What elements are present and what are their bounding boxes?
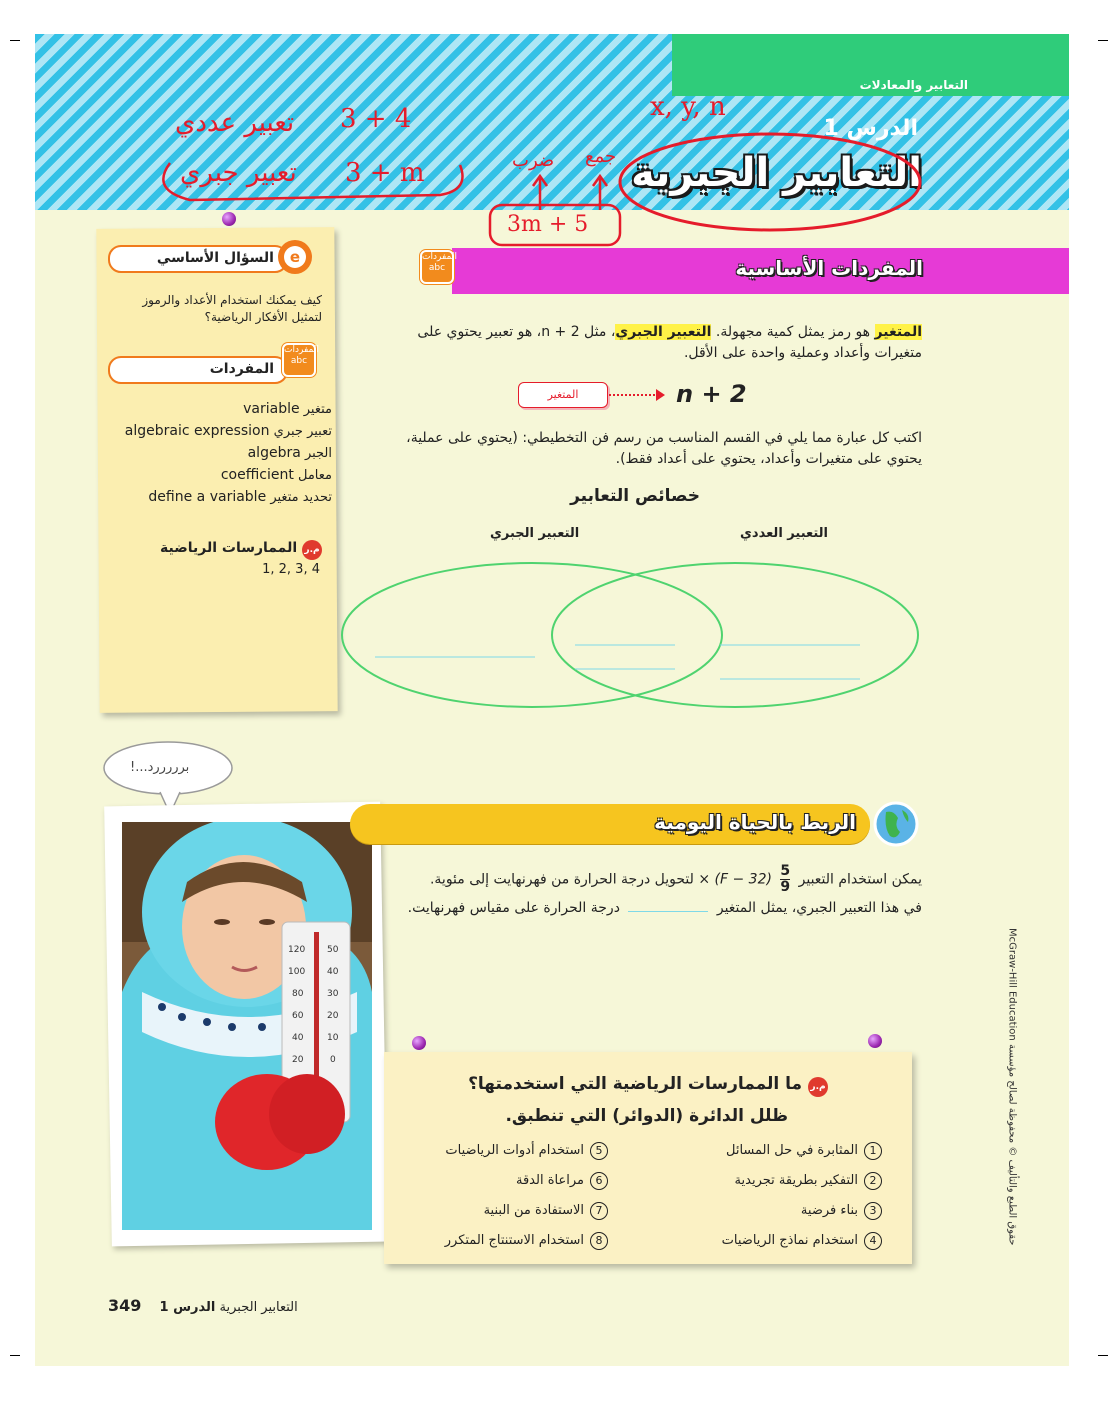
essential-question-text: كيف يمكنك استخدام الأعداد والرموز لتمثيل الأفكار الرياضية؟ <box>142 293 322 324</box>
lesson-title: التعابير الجبرية <box>631 150 922 196</box>
callout-arrowhead <box>656 389 665 401</box>
option-circle: 8 <box>590 1232 608 1250</box>
svg-text:0: 0 <box>330 1055 336 1065</box>
svg-text:e: e <box>289 248 301 266</box>
essential-question-pill <box>108 245 288 273</box>
svg-text:10: 10 <box>327 1033 339 1043</box>
practice-option-3[interactable]: 3بناء فرضية <box>801 1202 882 1220</box>
copyright-text: حقوق الطبع والتأليف © محفوظة لصالح مؤسسة McGraw-Hill Education <box>1006 928 1018 1246</box>
real-world-line2: في هذا التعبير الجبري، يمثل المتغير درجة الحرارة على مقياس فهرنهايت. <box>407 900 922 916</box>
svg-text:120: 120 <box>288 945 306 955</box>
fraction: $\frac{5}{9}$ <box>780 863 791 895</box>
fahrenheit-formula: × (F − 32) <box>698 871 772 888</box>
footer-lesson-label: الدرس 1 <box>159 1300 216 1315</box>
venn-left-label: التعبير الجبري <box>490 526 580 541</box>
venn-instruction: اكتب كل عبارة مما يلي في القسم المناسب من رسم فن التخطيطي: (يحتوي على عملية، يحتوي على متغيرات وأعداد، يحتوي على أعداد فقط). <box>406 430 922 467</box>
practices-badge-icon: م.ر <box>808 1077 828 1097</box>
ink-numeric-word: تعبير عددي <box>175 108 295 138</box>
option-circle: 2 <box>864 1172 882 1190</box>
real-world-title: الربط بالحياة اليومية <box>654 810 856 834</box>
chapter-title: التعابير والمعادلات <box>859 78 968 92</box>
svg-text:80: 80 <box>292 989 304 999</box>
svg-text:20: 20 <box>327 1011 339 1021</box>
practice-option-6[interactable]: 6مراعاة الدقة <box>516 1172 608 1190</box>
ink-algebraic-word: تعبير جبري <box>180 158 297 188</box>
vocab-item: الجبر algebra <box>247 445 332 461</box>
svg-text:20: 20 <box>292 1055 304 1065</box>
crop-mark <box>1098 1355 1108 1356</box>
practices-badge-icon: م.ر <box>302 540 322 560</box>
practice-option-5[interactable]: 5استخدام أدوات الرياضيات <box>445 1142 608 1160</box>
key-vocab-title: المفردات الأساسية <box>735 256 923 280</box>
ink-variables: x, y, n <box>650 92 726 122</box>
vocab-item: تحديد متغير define a variable <box>148 489 332 505</box>
callout-arrow <box>609 394 659 396</box>
vocab-title: المفردات <box>209 361 274 377</box>
vocab-item: متغير variable <box>243 401 332 417</box>
svg-text:100: 100 <box>288 967 306 977</box>
girl-with-thermometer-photo <box>122 822 372 1230</box>
crop-mark <box>10 1355 20 1356</box>
venn-circle-left <box>342 563 722 707</box>
venn-diagram <box>330 555 930 715</box>
pushpin-icon <box>412 1036 426 1050</box>
vocab-item: تعبير جبري algebraic expression <box>124 423 332 439</box>
practices-numbers: 1, 2, 3, 4 <box>262 562 320 577</box>
essential-question-icon <box>276 238 314 276</box>
real-world-line1: يمكن استخدام التعبير $\frac{5}{9}$ × (F − 32) لتحويل درجة الحرارة من فهرنهايت إلى مئوية. <box>429 863 922 895</box>
lesson-number: الدرس 1 <box>823 116 918 141</box>
option-circle: 6 <box>590 1172 608 1190</box>
vocab-pill <box>108 356 288 384</box>
option-circle: 5 <box>590 1142 608 1160</box>
key-vocab-definition: المتغير هو رمز يمثل كمية مجهولة. التعبير الجبري، مثل n + 2، هو تعبير يحتوي على متغيرات وأعداد وعملية واحدة على الأقل. <box>417 324 922 361</box>
practice-option-1[interactable]: 1المثابرة في حل المسائل <box>726 1142 882 1160</box>
pushpin-icon <box>222 212 236 226</box>
example-expression: n + 2 <box>676 380 747 408</box>
svg-text:30: 30 <box>327 989 339 999</box>
practice-option-8[interactable]: 8استخدام الاستنتاج المتكرر <box>445 1232 608 1250</box>
venn-title: خصائص التعابير <box>570 486 700 506</box>
ink-circle-title <box>620 134 920 230</box>
ink-sample-expr: 3m + 5 <box>507 212 589 237</box>
practice-option-2[interactable]: 2التفكير بطريقة تجريدية <box>735 1172 882 1190</box>
pushpin-icon <box>868 1034 882 1048</box>
vocab-item: معامل coefficient <box>220 467 332 483</box>
practices-title: الممارسات الرياضية <box>160 540 298 556</box>
term-variable: المتغير <box>874 324 922 340</box>
practices-question: م.ر ما الممارسات الرياضية التي استخدمتها؟ <box>468 1074 828 1097</box>
globe-icon <box>872 800 920 848</box>
page-number: 349 <box>108 1296 142 1315</box>
ink-add-label: جمع <box>585 146 617 167</box>
practices-instruction: ظلل الدائرة (الدوائر) التي تنطبق. <box>505 1106 788 1126</box>
practice-option-7[interactable]: 7الاستفادة من البنية <box>484 1202 608 1220</box>
ink-numeric-expr: 3 + 4 <box>340 104 412 134</box>
svg-text:60: 60 <box>292 1011 304 1021</box>
option-circle: 7 <box>590 1202 608 1220</box>
variable-callout <box>518 382 608 408</box>
venn-right-label: التعبير العددي <box>740 526 828 541</box>
page-footer <box>108 1296 298 1315</box>
practices-heading <box>160 540 322 560</box>
essential-question-title: السؤال الأساسي <box>156 250 274 266</box>
ink-algebraic-expr: 3 + m <box>345 158 425 188</box>
term-algebraic-expression: التعبير الجبري <box>615 324 712 340</box>
ink-multiply-label: ضرب <box>512 150 555 171</box>
option-circle: 4 <box>864 1232 882 1250</box>
svg-text:50: 50 <box>327 945 339 955</box>
svg-text:40: 40 <box>292 1033 304 1043</box>
svg-text:40: 40 <box>327 967 339 977</box>
footer-lesson-name: التعابير الجبرية <box>219 1300 298 1315</box>
practice-option-4[interactable]: 4استخدام نماذج الرياضيات <box>722 1232 882 1250</box>
option-circle: 3 <box>864 1202 882 1220</box>
venn-circle-right <box>552 563 918 707</box>
vocab-badge-icon: المفردات abc <box>282 343 316 377</box>
speech-bubble-text: برررررد...! <box>130 760 190 775</box>
option-circle: 1 <box>864 1142 882 1160</box>
variable-answer-blank[interactable] <box>628 911 708 912</box>
key-vocab-badge-icon: المفردات abc <box>420 250 454 284</box>
variable-callout-label: المتغير <box>547 388 579 401</box>
